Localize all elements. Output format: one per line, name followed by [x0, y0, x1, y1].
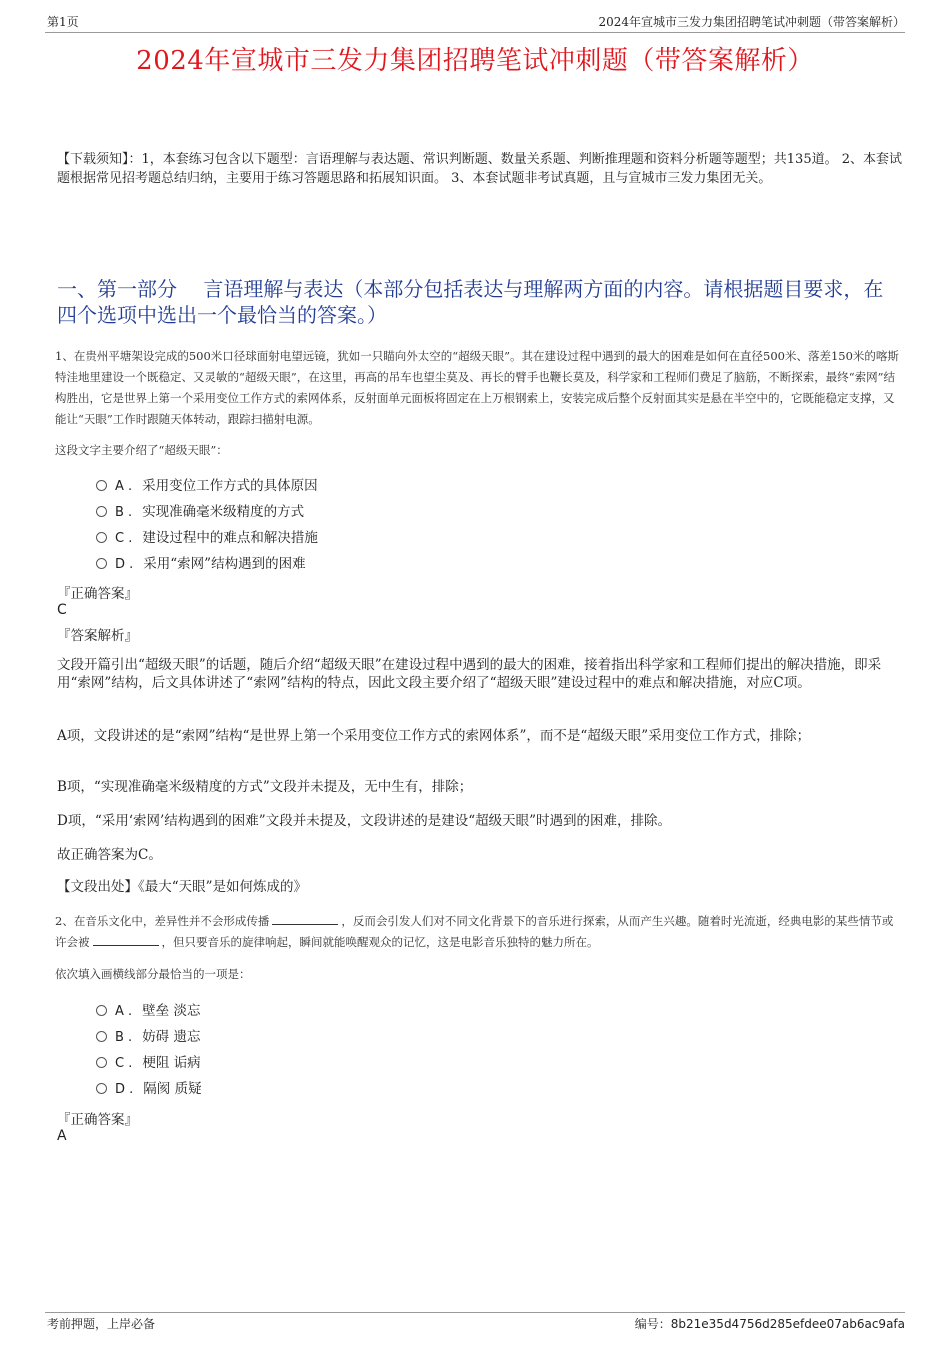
- answer-value: C: [57, 602, 67, 618]
- radio-icon[interactable]: [96, 1057, 107, 1068]
- option-c[interactable]: C . 建设过程中的难点和解决措施: [96, 525, 318, 551]
- option-d[interactable]: D . 采用“索网”结构遇到的困难: [96, 551, 318, 577]
- question-2-text: 2、在音乐文化中，差异性并不会形成传播 ，反而会引发人们对不同文化背景下的音乐进行探索，从而产生兴趣。随着时光流逝，经典电影的某些情节或许会被 ，但只要音乐的旋律响起，瞬间就能唤醒观众的记忆，这是电影音乐独特的魅力所在。: [55, 914, 894, 949]
- footer-code: 编号：8b21e35d4756d285efdee07ab6ac9afa: [634, 1317, 905, 1331]
- fill-blank: [272, 912, 338, 925]
- radio-icon[interactable]: [96, 558, 107, 569]
- analysis-conclusion: 故正确答案为C。: [57, 847, 162, 863]
- radio-icon[interactable]: [96, 1031, 107, 1042]
- question-1-options: [96, 473, 318, 577]
- option-c[interactable]: C . 梗阻 诟病: [96, 1050, 202, 1076]
- fill-blank: [93, 933, 159, 946]
- radio-icon[interactable]: [96, 1005, 107, 1016]
- option-d[interactable]: D . 隔阂 质疑: [96, 1076, 202, 1102]
- source-citation: 【文段出处】《最大“天眼”是如何炼成的》: [57, 879, 308, 895]
- download-notice: 【下载须知】：1，本套练习包含以下题型：言语理解与表达题、常识判断题、数量关系题、判断推理题和资料分析题等题型；共135道。 2、本套试题根据常见招考题总结归纳，主要用于练习答题思路和拓展知识面。 3、本套试题非考试真题，且与宣城市三发力集团无关。: [57, 152, 902, 186]
- option-a[interactable]: A . 采用变位工作方式的具体原因: [96, 473, 318, 499]
- footer-slogan: 考前押题，上岸必备: [47, 1317, 156, 1331]
- answer-value: A: [57, 1128, 67, 1144]
- header-doc-title: 2024年宣城市三发力集团招聘笔试冲刺题（带答案解析）: [598, 15, 905, 29]
- question-2-prompt: 依次填入画横线部分最恰当的一项是：: [55, 967, 251, 981]
- analysis-paragraph: 文段开篇引出“超级天眼”的话题，随后介绍“超级天眼”在建设过程中遇到的最大的困难，接着指出科学家和工程师们提出的解决措施，即采用“索网”结构，后文具体讲述了“索网”结构的特点，因此文段主要介绍了“超级天眼”建设过程中的难点和解决措施，对应C项。: [57, 657, 882, 691]
- analysis-paragraph: D项，“采用‘索网’结构遇到的困难”文段并未提及，文段讲述的是建设“超级天眼”时遇到的困难，排除。: [57, 813, 672, 829]
- option-a[interactable]: A . 壁垒 淡忘: [96, 998, 202, 1024]
- option-b[interactable]: B . 实现准确毫米级精度的方式: [96, 499, 318, 525]
- option-b[interactable]: B . 妨碍 遗忘: [96, 1024, 202, 1050]
- page-title: 2024年宣城市三发力集团招聘笔试冲刺题（带答案解析）: [136, 46, 814, 76]
- radio-icon[interactable]: [96, 1083, 107, 1094]
- page-number: 第1页: [47, 15, 79, 29]
- answer-label: 『正确答案』: [57, 586, 138, 602]
- page-footer: [45, 1312, 905, 1333]
- question-1-prompt: 这段文字主要介绍了“超级天眼”：: [55, 443, 228, 457]
- radio-icon[interactable]: [96, 480, 107, 491]
- question-1-text: 1、在贵州平塘架设完成的500米口径球面射电望远镜，犹如一只瞄向外太空的“超级天眼”。其在建设过程中遇到的最大的困难是如何在直径500米、落差150米的喀斯特洼地里建设一个既稳定、又灵敏的“超级天眼”，在这里，再高的吊车也望尘莫及、再长的臂手也鞭长莫及，科学家和工程师们费足了脑筋，不断探索，最终“索网”结构胜出，它是世界上第一个采用变位工作方式的索网体系，反射面单元面板将固定在上万根钢索上，安装完成后整个反射面其实是悬在半空中的，它既能稳定支撑，又能让“天眼”工作时跟随天体转动，跟踪扫描射电源。: [55, 349, 899, 426]
- answer-label: 『正确答案』: [57, 1112, 138, 1128]
- analysis-paragraph: B项，“实现准确毫米级精度的方式”文段并未提及，无中生有，排除；: [57, 779, 473, 795]
- question-2-options: [96, 998, 202, 1102]
- radio-icon[interactable]: [96, 506, 107, 517]
- analysis-label: 『答案解析』: [57, 628, 138, 644]
- section-title: 一、第一部分 言语理解与表达（本部分包括表达与理解两方面的内容。请根据题目要求，在四个选项中选出一个最恰当的答案。）: [57, 277, 884, 327]
- page-header: [45, 14, 905, 33]
- radio-icon[interactable]: [96, 532, 107, 543]
- analysis-paragraph: A项，文段讲述的是“索网”结构“是世界上第一个采用变位工作方式的索网体系”，而不是“超级天眼”采用变位工作方式，排除；: [57, 728, 811, 744]
